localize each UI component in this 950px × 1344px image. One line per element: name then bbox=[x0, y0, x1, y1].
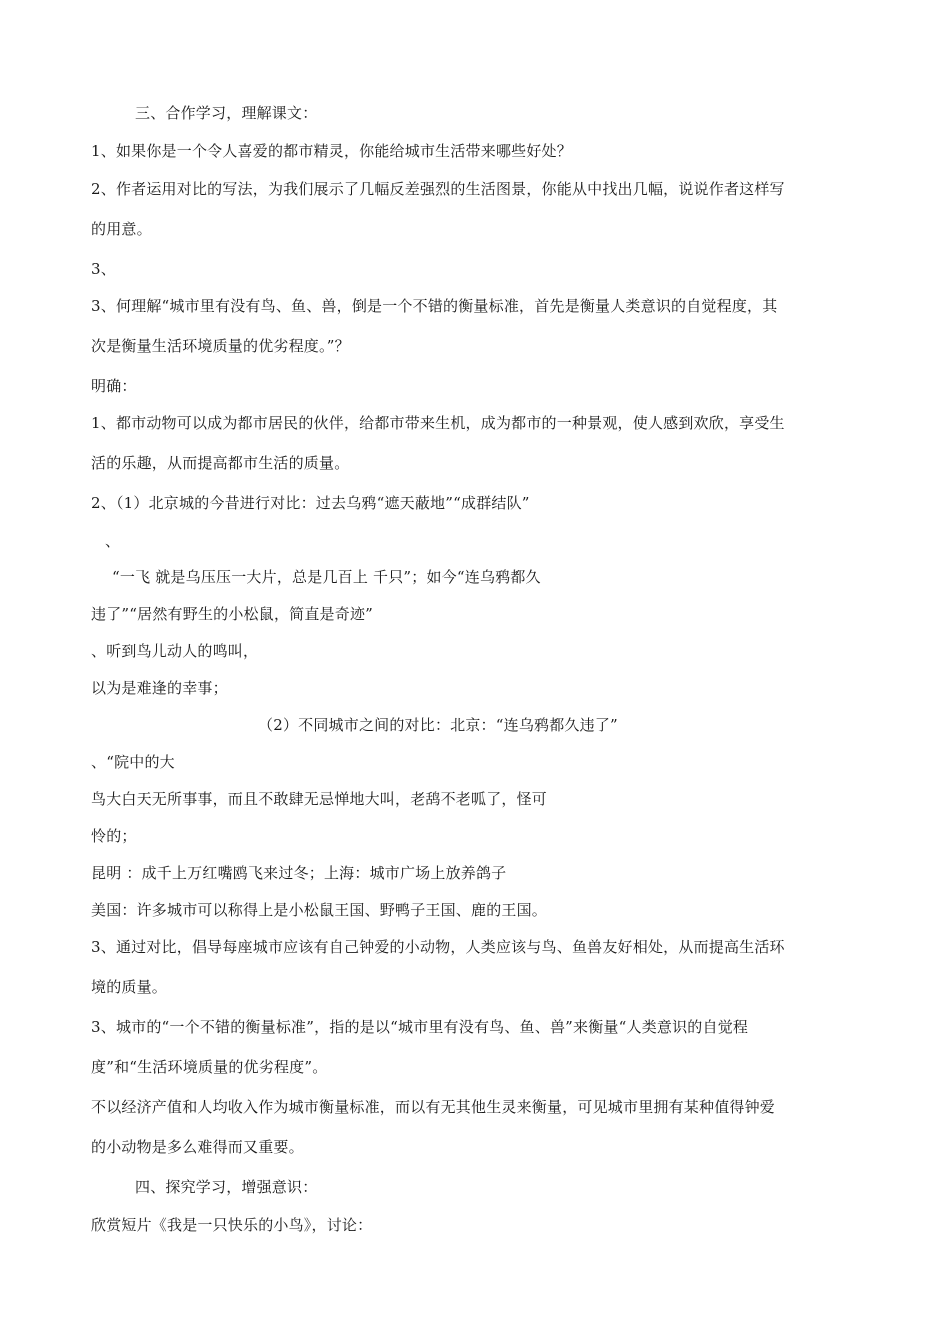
answer-2-part-1-line-3: 违了”“居然有野生的小松鼠，简直是奇迹” bbox=[91, 605, 374, 623]
question-2-line-1: 2、作者运用对比的写法，为我们展示了几幅反差强烈的生活图景，你能从中找出几幅，说说作者这样写 bbox=[91, 180, 785, 198]
answer-4-line-1: 3、城市的“一个不错的衡量标准”，指的是以“城市里有没有鸟、鱼、兽”来衡量“人类意识的自觉程 bbox=[91, 1018, 749, 1036]
answer-4-line-2: 度”和“生活环境质量的优劣程度”。 bbox=[91, 1058, 328, 1076]
answer-2-part-2-line-1: （2）不同城市之间的对比：北京：“连乌鸦都久违了” bbox=[258, 716, 618, 734]
answer-2-punctuation: 、 bbox=[105, 532, 121, 550]
answer-2-part-2-line-6: 美国：许多城市可以称得上是小松鼠王国、野鸭子王国、鹿的王国。 bbox=[91, 901, 548, 919]
answer-4-line-4: 的小动物是多么难得而又重要。 bbox=[91, 1138, 304, 1156]
answer-2-part-2-line-5: 昆明 ：成千上万红嘴鸥飞来过冬；上海：城市广场上放养鸽子 bbox=[91, 864, 507, 882]
answer-2-part-2-line-3: 鸟大白天无所事事，而且不敢肆无忌惮地大叫，老鸹不老呱了，怪可 bbox=[91, 790, 548, 808]
answer-2-part-1-line-2: “一飞 就是乌压压一大片，总是几百上 千只”；如今“连乌鸦都久 bbox=[112, 568, 541, 586]
answer-2-part-1-line-4: 、听到鸟儿动人的鸣叫， bbox=[91, 642, 259, 660]
question-2-line-2: 的用意。 bbox=[91, 220, 152, 238]
question-1: 1、如果你是一个令人喜爱的都市精灵，你能给城市生活带来哪些好处？ bbox=[91, 142, 572, 160]
section-heading-3: 三、合作学习，理解课文： bbox=[135, 104, 318, 122]
answer-2-part-1-line-1: 2、（1）北京城的今昔进行对比：过去乌鸦“遮天蔽地”“成群结队” bbox=[91, 494, 530, 512]
answer-1-line-1: 1、都市动物可以成为都市居民的伙伴，给都市带来生机，成为都市的一种景观，使人感到欢欣，享受生 bbox=[91, 414, 785, 432]
answer-2-part-2-line-4: 怜的； bbox=[91, 827, 137, 845]
answer-label: 明确： bbox=[91, 377, 137, 395]
question-3-stub: 3、 bbox=[91, 260, 116, 278]
answer-2-part-2-line-2: 、“院中的大 bbox=[91, 753, 175, 771]
section-heading-4: 四、探究学习，增强意识： bbox=[135, 1178, 318, 1196]
answer-2-part-1-line-5: 以为是难逢的幸事； bbox=[91, 679, 228, 697]
answer-3-line-2: 境的质量。 bbox=[91, 978, 168, 996]
activity-prompt: 欣赏短片《我是一只快乐的小鸟》，讨论： bbox=[91, 1216, 373, 1234]
question-3-line-2: 次是衡量生活环境质量的优劣程度。”？ bbox=[91, 337, 350, 355]
question-3-line-1: 3、何理解“城市里有没有鸟、鱼、兽，倒是一个不错的衡量标准，首先是衡量人类意识的自觉程度，其 bbox=[91, 297, 778, 315]
answer-1-line-2: 活的乐趣，从而提高都市生活的质量。 bbox=[91, 454, 350, 472]
answer-4-line-3: 不以经济产值和人均收入作为城市衡量标准，而以有无其他生灵来衡量，可见城市里拥有某种值得钟爱 bbox=[91, 1098, 776, 1116]
answer-3-line-1: 3、通过对比，倡导每座城市应该有自己钟爱的小动物，人类应该与鸟、鱼兽友好相处，从而提高生活环 bbox=[91, 938, 785, 956]
